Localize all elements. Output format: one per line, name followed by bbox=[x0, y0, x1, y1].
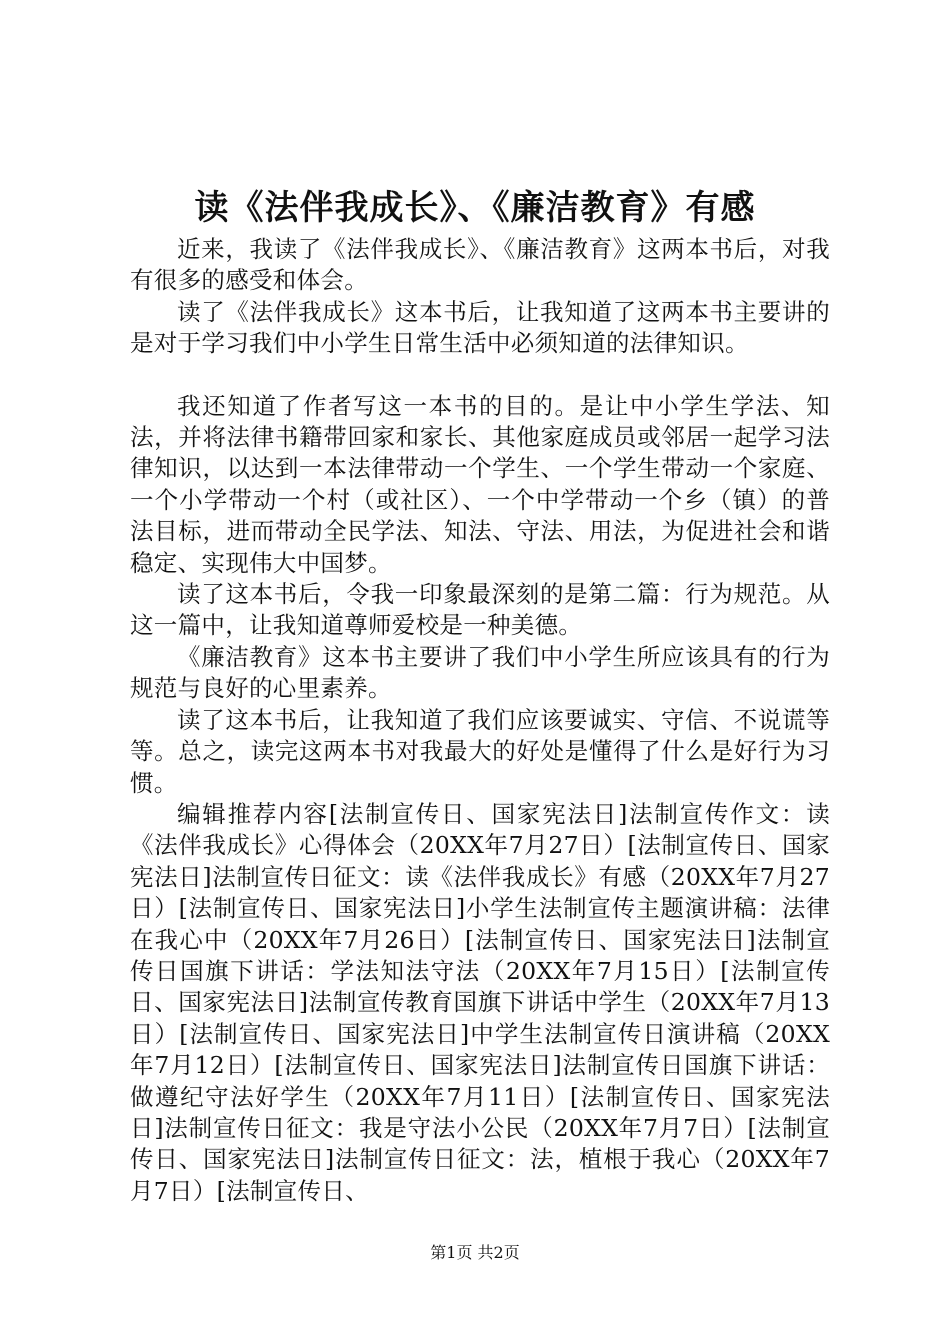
paragraph-recommended: 编辑推荐内容[法制宣传日、国家宪法日]法制宣传作文：读《法伴我成长》心得体会（20XX年7月27日）[法制宣传日、国家宪法日]法制宣传日征文：读《法伴我成长》有感（20XX年7月27日）[法制宣传日、国家宪法日]小学生法制宣传主题演讲稿：法律在我心中（20XX年7月26日）[法制宣传日、国家宪法日]法制宣传日国旗下讲话：学法知法守法（20XX年7月15日）[法制宣传日、国家宪法日]法制宣传教育国旗下讲话中学生（20XX年7月13日）[法制宣传日、国家宪法日]中学生法制宣传日演讲稿（20XX年7月12日）[法制宣传日、国家宪法日]法制宣传日国旗下讲话：做遵纪守法好学生（20XX年7月11日）[法制宣传日、国家宪法日]法制宣传日征文：我是守法小公民（20XX年7月7日）[法制宣传日、国家宪法日]法制宣传日征文：法，植根于我心（20XX年7月7日）[法制宣传日、 bbox=[130, 799, 830, 1205]
document-title: 读《法伴我成长》、《廉洁教育》有感 bbox=[194, 188, 756, 228]
paragraph-2: 读了《法伴我成长》这本书后，让我知道了这两本书主要讲的是对于学习我们中小学生日常生活中必须知道的法律知识。 bbox=[130, 297, 830, 358]
paragraph-6: 读了这本书后，让我知道了我们应该要诚实、守信、不说谎等等。总之，读完这两本书对我最大的好处是懂得了什么是好行为习惯。 bbox=[130, 705, 830, 797]
paragraph-3: 我还知道了作者写这一本书的目的。是让中小学生学法、知法，并将法律书籍带回家和家长、其他家庭成员或邻居一起学习法律知识，以达到一本法律带动一个学生、一个学生带动一个家庭、一个小学带动一个村（或社区）、一个中学带动一个乡（镇）的普法目标，进而带动全民学法、知法、守法、用法，为促进社会和谐稳定、实现伟大中国梦。 bbox=[130, 391, 830, 577]
paragraph-1: 近来，我读了《法伴我成长》、《廉洁教育》这两本书后，对我有很多的感受和体会。 bbox=[130, 235, 830, 295]
page-number-footer: 第1页 共2页 bbox=[430, 1243, 520, 1262]
paragraph-4: 读了这本书后，令我一印象最深刻的是第二篇：行为规范。从这一篇中，让我知道尊师爱校是一种美德。 bbox=[130, 580, 830, 640]
paragraph-5: 《廉洁教育》这本书主要讲了我们中小学生所应该具有的行为规范与良好的心里素养。 bbox=[130, 642, 830, 703]
document-body bbox=[130, 234, 830, 1207]
